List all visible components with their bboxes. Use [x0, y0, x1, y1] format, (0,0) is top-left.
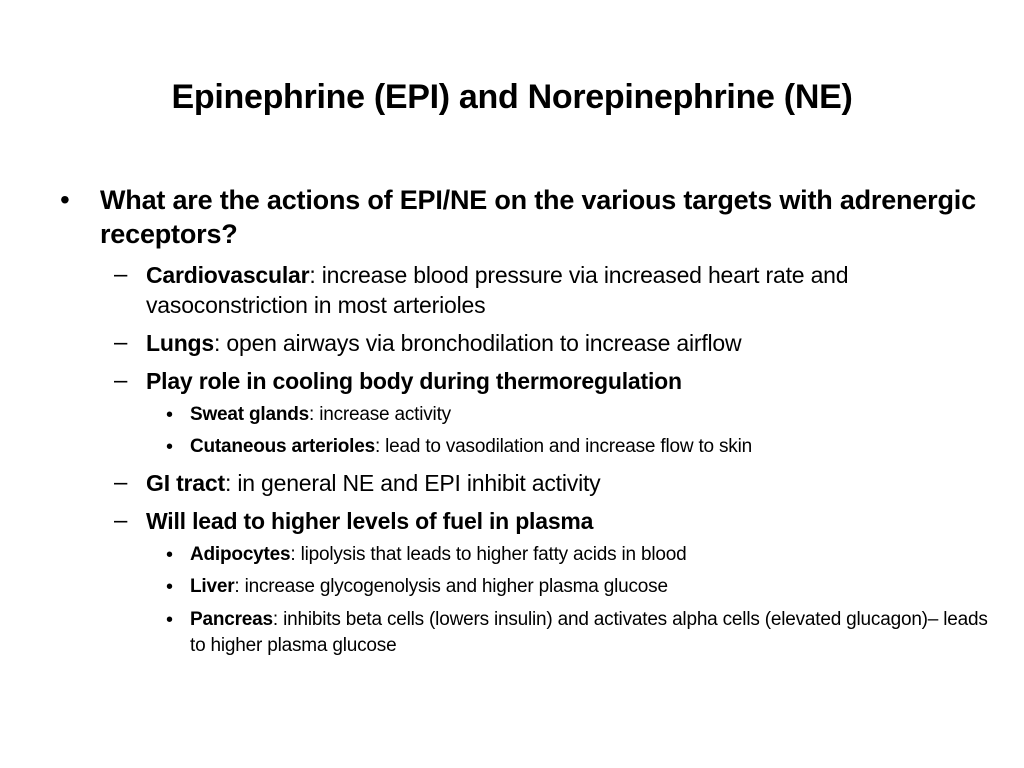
slide-title: Epinephrine (EPI) and Norepinephrine (NE)	[171, 78, 853, 116]
dash-icon: –	[114, 507, 128, 534]
item-desc: : in general NE and EPI inhibit activity	[224, 470, 601, 496]
item-term: Lungs	[146, 330, 214, 356]
bullet-icon: •	[60, 184, 70, 215]
item-term: Pancreas	[190, 609, 273, 630]
dash-icon: –	[114, 329, 128, 356]
item-desc: : increase activity	[309, 404, 451, 425]
bullet-icon: •	[166, 609, 174, 631]
bullet-icon: •	[166, 576, 174, 598]
dash-icon: –	[114, 261, 128, 288]
item-term: Cutaneous arterioles	[190, 436, 375, 457]
bullet-icon: •	[166, 404, 174, 426]
item-term: Sweat glands	[190, 404, 310, 425]
item-term: GI tract	[146, 470, 225, 496]
item-term: Play role in cooling body during thermoregulation	[146, 368, 682, 394]
item-desc: : lipolysis that leads to higher fatty acids in blood	[290, 544, 687, 565]
item-desc: : increase blood pressure via increased heart rate and vasoconstriction in most arterioles	[146, 262, 849, 318]
item-desc: : inhibits beta cells (lowers insulin) and activates alpha cells (elevated glucagon)– leads to higher plasma glucose	[190, 609, 988, 656]
dash-icon: –	[114, 469, 128, 496]
item-desc: : open airways via bronchodilation to increase airflow	[214, 330, 742, 356]
item-desc: : increase glycogenolysis and higher plasma glucose	[234, 576, 668, 597]
item-term: Cardiovascular	[146, 262, 310, 288]
item-term: Adipocytes	[190, 544, 291, 565]
bullet-icon: •	[166, 544, 174, 566]
item-term: Liver	[190, 576, 235, 597]
dash-icon: –	[114, 367, 128, 394]
item-desc: : lead to vasodilation and increase flow to skin	[375, 436, 752, 457]
question-text: What are the actions of EPI/NE on the various targets with adrenergic receptors?	[100, 185, 976, 249]
item-term: Will lead to higher levels of fuel in plasma	[146, 508, 594, 534]
bullet-icon: •	[166, 436, 174, 458]
